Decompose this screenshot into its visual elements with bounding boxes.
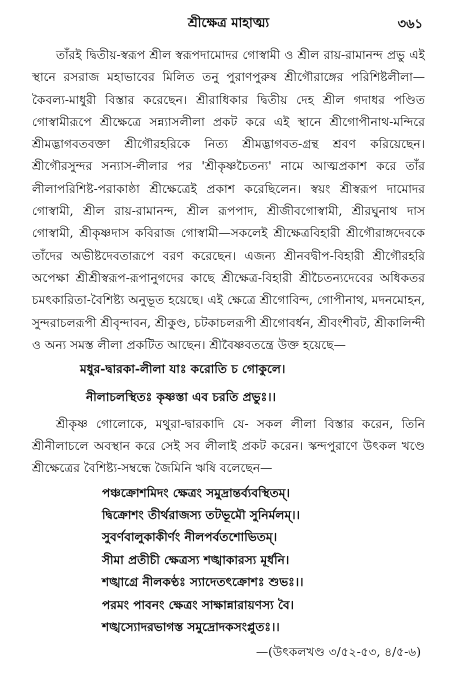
source-reference: —(উৎকলখণ্ড ৩/৫২-৫৩, ৪/৫-৬) [255, 645, 421, 660]
verse-line: শঙ্খাগ্রে নীলকণ্ঠঃ স্যাদেতৎক্রোশঃ শুভঃ।। [102, 575, 304, 590]
verse-line: দ্বিক্রোশং তীর্থরাজস্য তটভূমৌ সুনির্মলম্।। [102, 508, 300, 523]
verse-line: পঞ্চক্রোশমিদং ক্ষেত্রং সমুদ্রান্তর্ব্যবস্থিতম্। [102, 485, 290, 500]
verse-line: নীলাচলস্থিতঃ কৃষ্ণস্তা এব চরতি প্রভুঃ।। [86, 390, 276, 405]
verse-line: পরমং পাবনং ক্ষেত্রং সাক্ষান্নারায়ণস্য বৈ। [102, 597, 295, 612]
verse-line: মধুর-দ্বারকা-লীলা যাঃ করোতি চ গোকুলে। [80, 362, 286, 377]
page-header [32, 0, 425, 44]
verse-line: সুবর্ণবালুকাকীর্ণং নীলপর্বতশোভিতম্। [102, 530, 278, 545]
verse-line: শঙ্খস্যোদরভাগস্ত সমুদ্রোদকসংপ্লুতঃ।। [102, 620, 280, 635]
running-title: শ্রীক্ষেত্র মাহাত্ম্য [187, 16, 270, 31]
paragraph-2: শ্রীকৃষ্ণ গোলোকে, মথুরা-দ্বারকাদি যে- সকল লীলা বিস্তার করেন, তিনি শ্রীনীলাচলে অবস্থান করে সেই সব লীলাই প্রকট করেন। স্কন্দপুরাণে উৎকল খণ্ডে শ্রীক্ষেত্রের বৈশিষ্ট্য-সম্বন্ধে জৈমিনি ঋষি বলেছেন— [32, 416, 425, 476]
page-number: ৩৬১ [397, 17, 423, 32]
verse-line: সীমা প্রতীচী ক্ষেত্রস্য শঙ্খাকারস্য মূর্ধনি। [102, 552, 290, 567]
verse-2 [32, 482, 425, 639]
paragraph-1: তাঁরই দ্বিতীয়-স্বরূপ শ্রীল স্বরূপদামোদর গোস্বামী ও শ্রীল রায়-রামানন্দ প্রভু এই স্থানে রসরাজ মহাভাবের মিলিত তনু পুরাণপুরুষ শ্রীগৌরাঙ্গের পরিশিষ্টলীলা—কৈবল্য-মাধুরী বিস্তার করেছেন। শ্রীরাধিকার দ্বিতীয় দেহ শ্রীল গদাধর পণ্ডিত গোস্বামীরূপে শ্রীক্ষেত্রে সন্ন্যাসলীলা প্রকট করে এই স্থানে শ্রীগোপীনাথ-মন্দিরে শ্রীমদ্ভাগবতবক্তা শ্রীগৌরহরিকে নিত্য শ্রীমদ্ভাগবত-গ্রন্থ শ্রবণ করিয়েছেন। শ্রীগৌরসুন্দর সন্যাস-লীলার পর 'শ্রীকৃষ্ণচৈতন্য' নামে আত্মপ্রকাশ করে তাঁর লীলাপরিশিষ্ট-পরাকাষ্ঠা শ্রীক্ষেত্রেই প্রকাশ করেছিলেন। স্বয়ং শ্রীস্বরূপ দামোদর গোস্বামী, শ্রীল রায়-রামানন্দ, শ্রীল রূপপাদ, শ্রীজীবগোস্বামী, শ্রীরঘুনাথ দাস গোস্বামী, শ্রীকৃষ্ণদাস কবিরাজ গোস্বামী—সকলেই শ্রীক্ষেত্রবিহারী শ্রীগৌরাঙ্গদেবকে তাঁদের অভীষ্টদেবতারূপে বরণ করেছেন। এজন্য শ্রীনবদ্বীপ-বিহারী শ্রীগৌরহরি অপেক্ষা শ্রীশ্রীস্বরূপ-রূপানুগদের কাছে শ্রীক্ষেত্র-বিহারী শ্রীচৈতন্যদেবের অধিকতর চমৎকারিতা-বৈশিষ্ট্য অনুভূত হয়েছে। এই ক্ষেত্রে শ্রীগোবিন্দ, গোপীনাথ, মদনমোহন, সুন্দরাচলরূপী শ্রীবৃন্দাবন, শ্রীকুণ্ড, চটকাচলরূপী শ্রীগোবর্ধন, শ্রীবংশীবট, শ্রীকালিন্দী ও অন্য সমস্ত লীলা প্রকটিত আছেন। শ্রীবৈষ্ণবতন্ত্রে উক্ত হয়েছে— [32, 48, 425, 352]
verse-1 [32, 358, 425, 409]
